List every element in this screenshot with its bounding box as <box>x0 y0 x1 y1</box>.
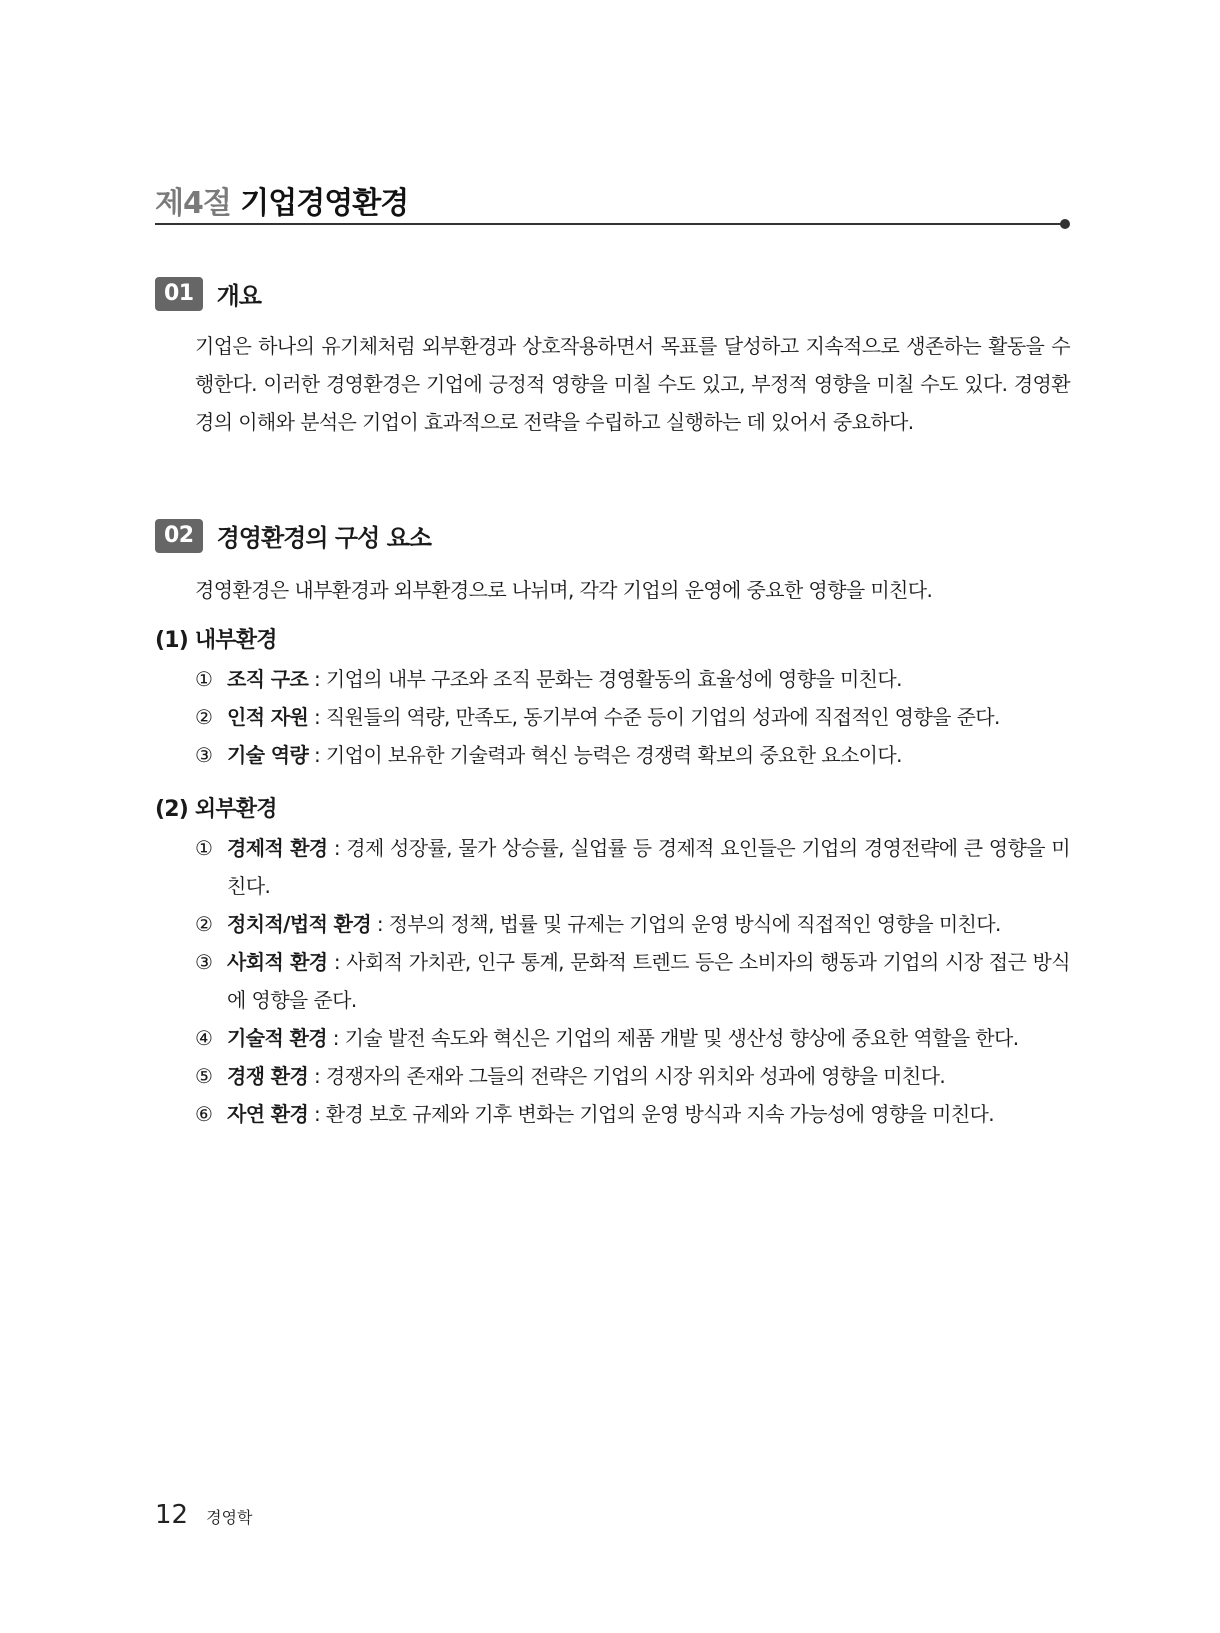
list-item: ④ 기술적 환경 : 기술 발전 속도와 혁신은 기업의 제품 개발 및 생산성 향상에 중요한 역할을 한다. <box>195 1026 1019 1050</box>
section-title: 개요 <box>216 282 261 310</box>
internal-env-heading: (1) 내부환경 <box>155 628 277 653</box>
section-components <box>155 518 1070 1133</box>
internal-env-list <box>155 660 1070 774</box>
chapter-name: 기업경영환경 <box>240 186 409 221</box>
section-heading <box>155 518 1070 553</box>
section-badge: 02 <box>155 519 203 553</box>
list-item: ② 정치적/법적 환경 : 정부의 정책, 법률 및 규제는 기업의 운영 방식에 직접적인 영향을 미친다. <box>195 912 1001 936</box>
section-heading <box>155 276 1070 311</box>
page-number: 12 <box>155 1500 189 1530</box>
external-env-list <box>155 829 1070 1133</box>
overview-paragraph: 기업은 하나의 유기체처럼 외부환경과 상호작용하면서 목표를 달성하고 지속적으로 생존하는 활동을 수행한다. 이러한 경영환경은 기업에 긍정적 영향을 미칠 수도 있고, 부정적 영향을 미칠 수도 있다. 경영환경의 이해와 분석은 기업이 효과적으로 전략을 수립하고 실행하는 데 있어서 중요하다. <box>195 334 1070 434</box>
components-intro: 경영환경은 내부환경과 외부환경으로 나뉘며, 각각 기업의 운영에 중요한 영향을 미친다. <box>195 578 933 602</box>
chapter-title <box>155 186 1070 222</box>
header-dot-icon <box>1060 219 1070 229</box>
chapter-number: 제4절 <box>155 186 231 221</box>
page-footer <box>155 1500 252 1530</box>
list-item: ③ 기술 역량 : 기업이 보유한 기술력과 혁신 능력은 경쟁력 확보의 중요한 요소이다. <box>195 743 902 767</box>
list-item: ⑤ 경쟁 환경 : 경쟁자의 존재와 그들의 전략은 기업의 시장 위치와 성과에 영향을 미친다. <box>195 1064 946 1088</box>
external-env-heading: (2) 외부환경 <box>155 797 277 822</box>
list-item: ② 인적 자원 : 직원들의 역량, 만족도, 동기부여 수준 등이 기업의 성과에 직접적인 영향을 준다. <box>195 705 1000 729</box>
chapter-header <box>155 186 1070 222</box>
section-badge: 01 <box>155 277 203 311</box>
list-item: ⑥ 자연 환경 : 환경 보호 규제와 기후 변화는 기업의 운영 방식과 지속 가능성에 영향을 미친다. <box>195 1102 995 1126</box>
section-overview <box>155 276 1070 441</box>
list-item: ① 경제적 환경 : 경제 성장률, 물가 상승률, 실업률 등 경제적 요인들은 기업의 경영전략에 큰 영향을 미친다. <box>195 836 1070 898</box>
subject-label: 경영학 <box>206 1508 253 1527</box>
list-item: ③ 사회적 환경 : 사회적 가치관, 인구 통계, 문화적 트렌드 등은 소비자의 행동과 기업의 시장 접근 방식에 영향을 준다. <box>195 950 1070 1012</box>
section-title: 경영환경의 구성 요소 <box>216 524 431 552</box>
header-rule <box>155 223 1065 225</box>
list-item: ① 조직 구조 : 기업의 내부 구조와 조직 문화는 경영활동의 효율성에 영향을 미친다. <box>195 667 902 691</box>
